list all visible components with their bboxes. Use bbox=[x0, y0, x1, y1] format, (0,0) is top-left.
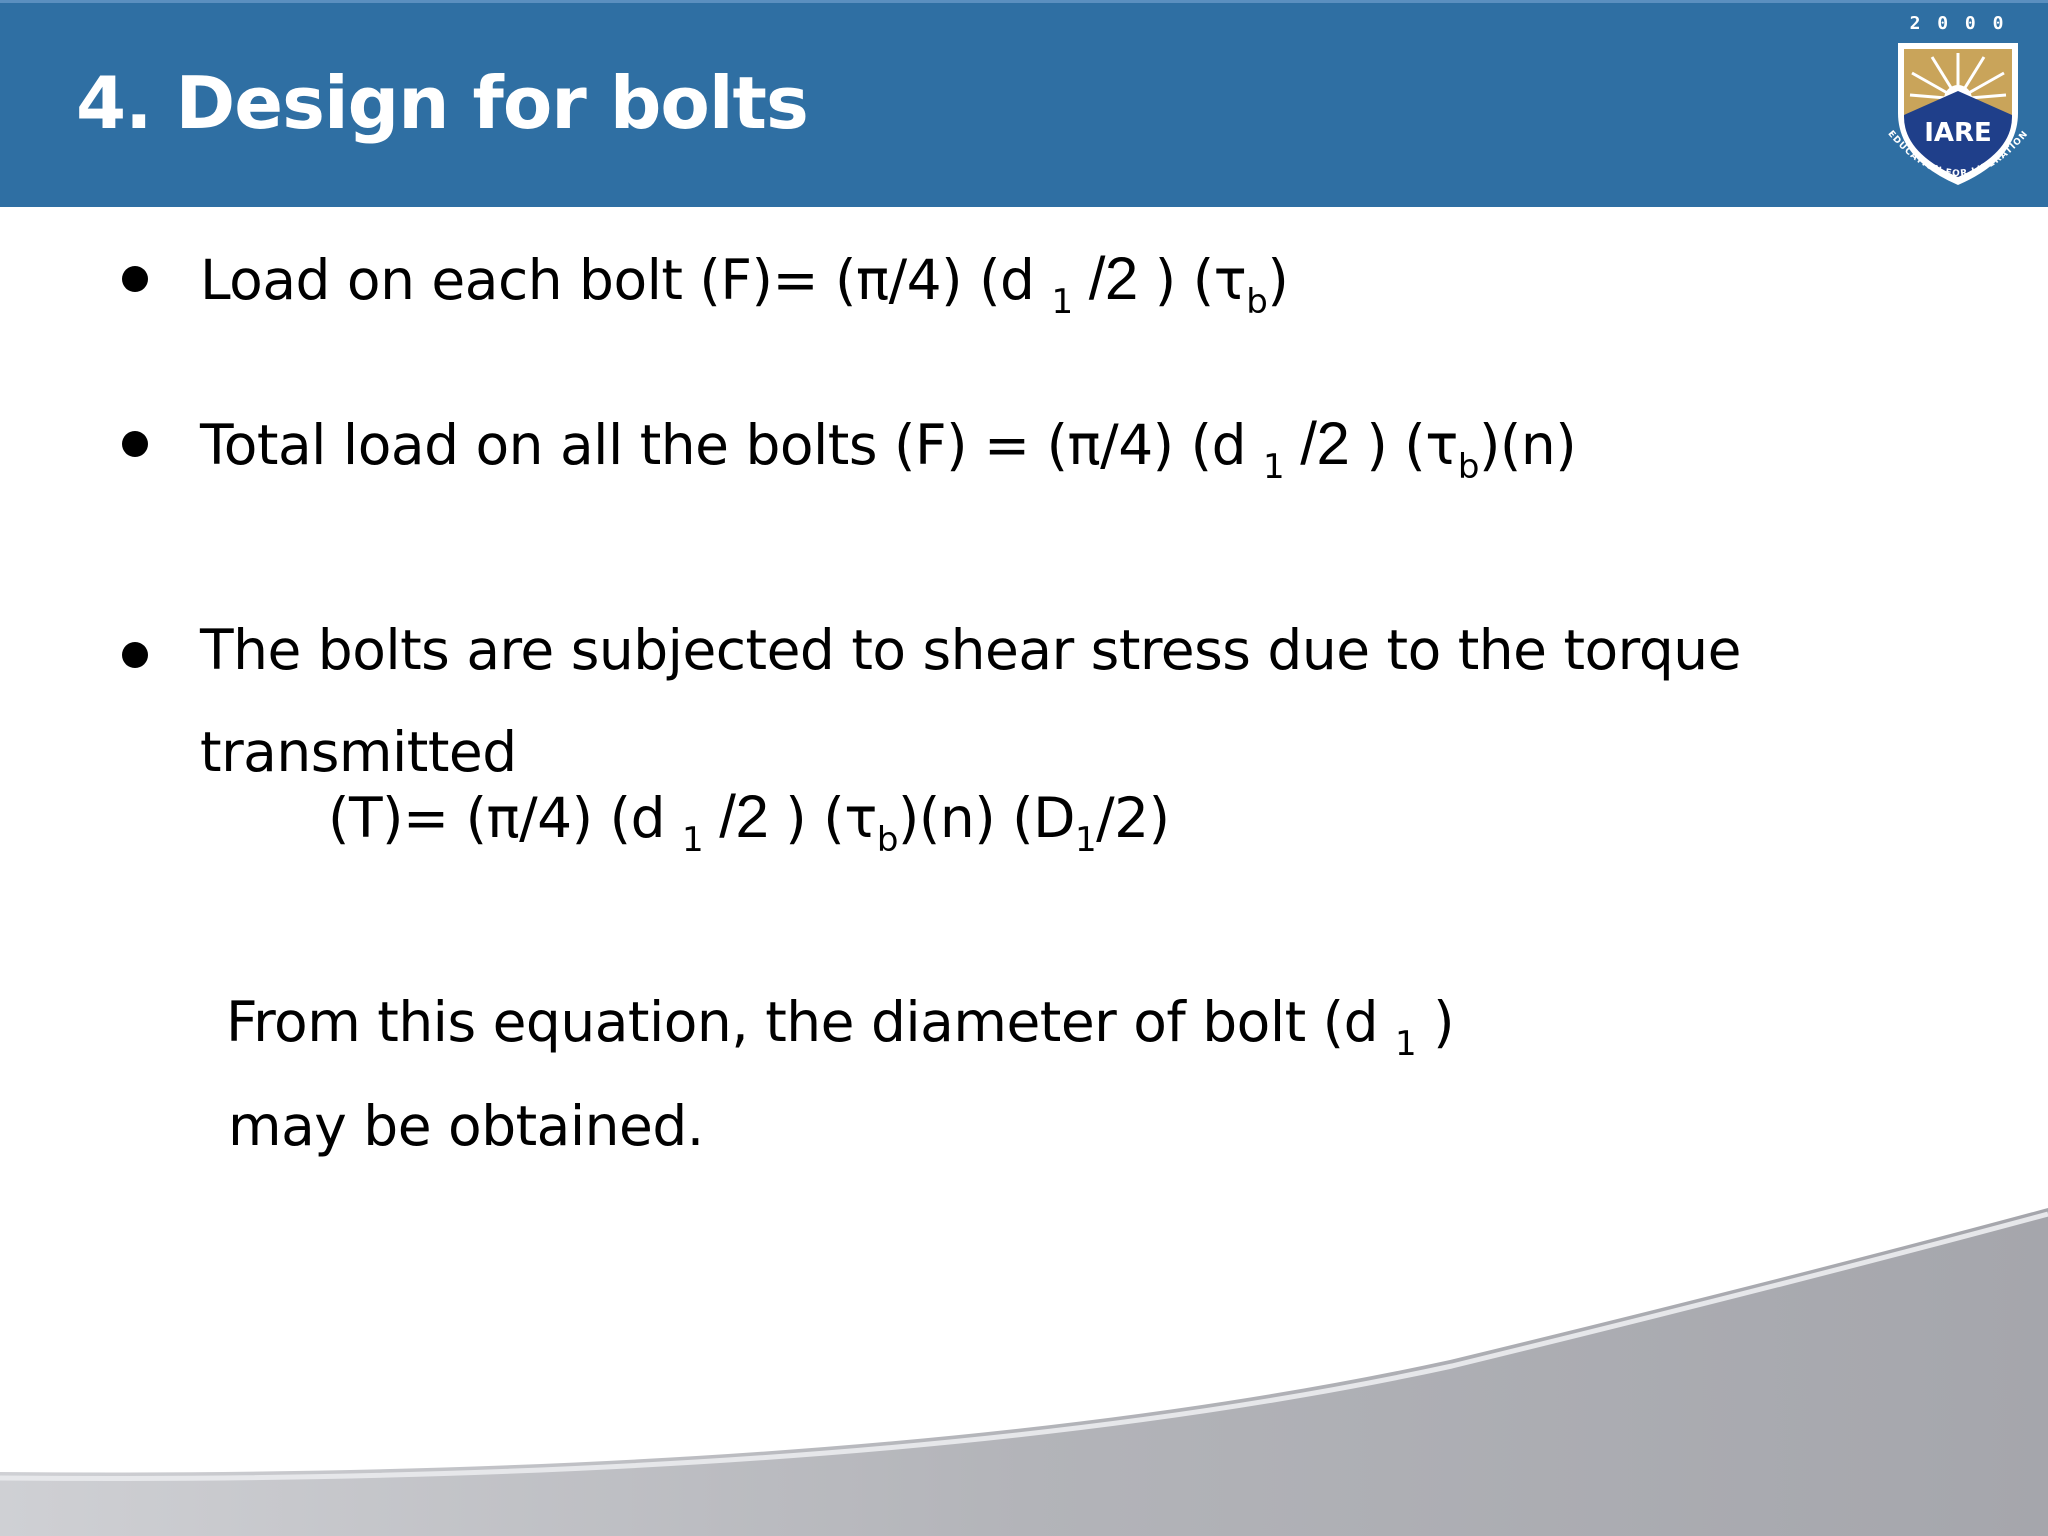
bullet-text: ) bbox=[1267, 248, 1289, 312]
bullet-text: )(n) bbox=[1478, 413, 1577, 477]
logo-year: 2 0 0 0 bbox=[1909, 13, 2007, 34]
bullet-text: Load on each bolt (F)= (π/4) (d bbox=[200, 248, 1052, 312]
footer-swoosh bbox=[0, 1180, 2048, 1536]
conclusion-text: ) bbox=[1416, 990, 1455, 1054]
torque-equation bbox=[328, 782, 1170, 860]
subscript: 1 bbox=[1074, 820, 1097, 860]
bullet-text: ) (τ bbox=[1349, 413, 1458, 477]
conclusion-line2: may be obtained. bbox=[228, 1094, 704, 1158]
bullet-shear-stress-line2: transmitted bbox=[200, 720, 517, 784]
subscript: 1 bbox=[681, 820, 704, 860]
subscript: b bbox=[1246, 282, 1268, 322]
subscript: 1 bbox=[1051, 282, 1073, 322]
subscript: b bbox=[876, 820, 898, 860]
bullet-text: Total load on all the bolts (F) = (π/4) (d bbox=[200, 413, 1263, 477]
logo-motto: EDUCATION FOR LIBERATION bbox=[1885, 129, 2031, 180]
bullet-dot bbox=[122, 642, 148, 668]
slide-title: 4. Design for bolts bbox=[76, 61, 808, 145]
conclusion-text: From this equation, the diameter of bolt (d bbox=[226, 990, 1396, 1054]
bullet-text: /2 bbox=[1284, 410, 1350, 477]
equation-text: ) (τ bbox=[768, 786, 877, 850]
subscript: 1 bbox=[1262, 447, 1285, 487]
logo-name: IARE bbox=[1924, 118, 1992, 148]
subscript: 1 bbox=[1395, 1024, 1417, 1064]
equation-text: /2 bbox=[703, 783, 769, 850]
bullet-text: ) (τ bbox=[1137, 248, 1247, 312]
bullet-text: /2 bbox=[1072, 245, 1138, 312]
subscript: b bbox=[1457, 447, 1479, 487]
equation-text: )(n) (D bbox=[897, 786, 1075, 850]
equation-text: (T)= (π/4) (d bbox=[328, 786, 682, 850]
conclusion-line1 bbox=[226, 990, 1454, 1064]
bullet-total-load bbox=[200, 409, 1576, 487]
equation-text: /2) bbox=[1096, 786, 1170, 850]
title-bar bbox=[0, 0, 2048, 207]
bullet-shear-stress-line1: The bolts are subjected to shear stress due to the torque bbox=[200, 618, 1741, 682]
bullet-dot bbox=[122, 431, 148, 457]
bullet-dot bbox=[122, 266, 148, 292]
bullet-load-each-bolt bbox=[200, 244, 1288, 322]
iare-logo bbox=[1870, 9, 2046, 205]
